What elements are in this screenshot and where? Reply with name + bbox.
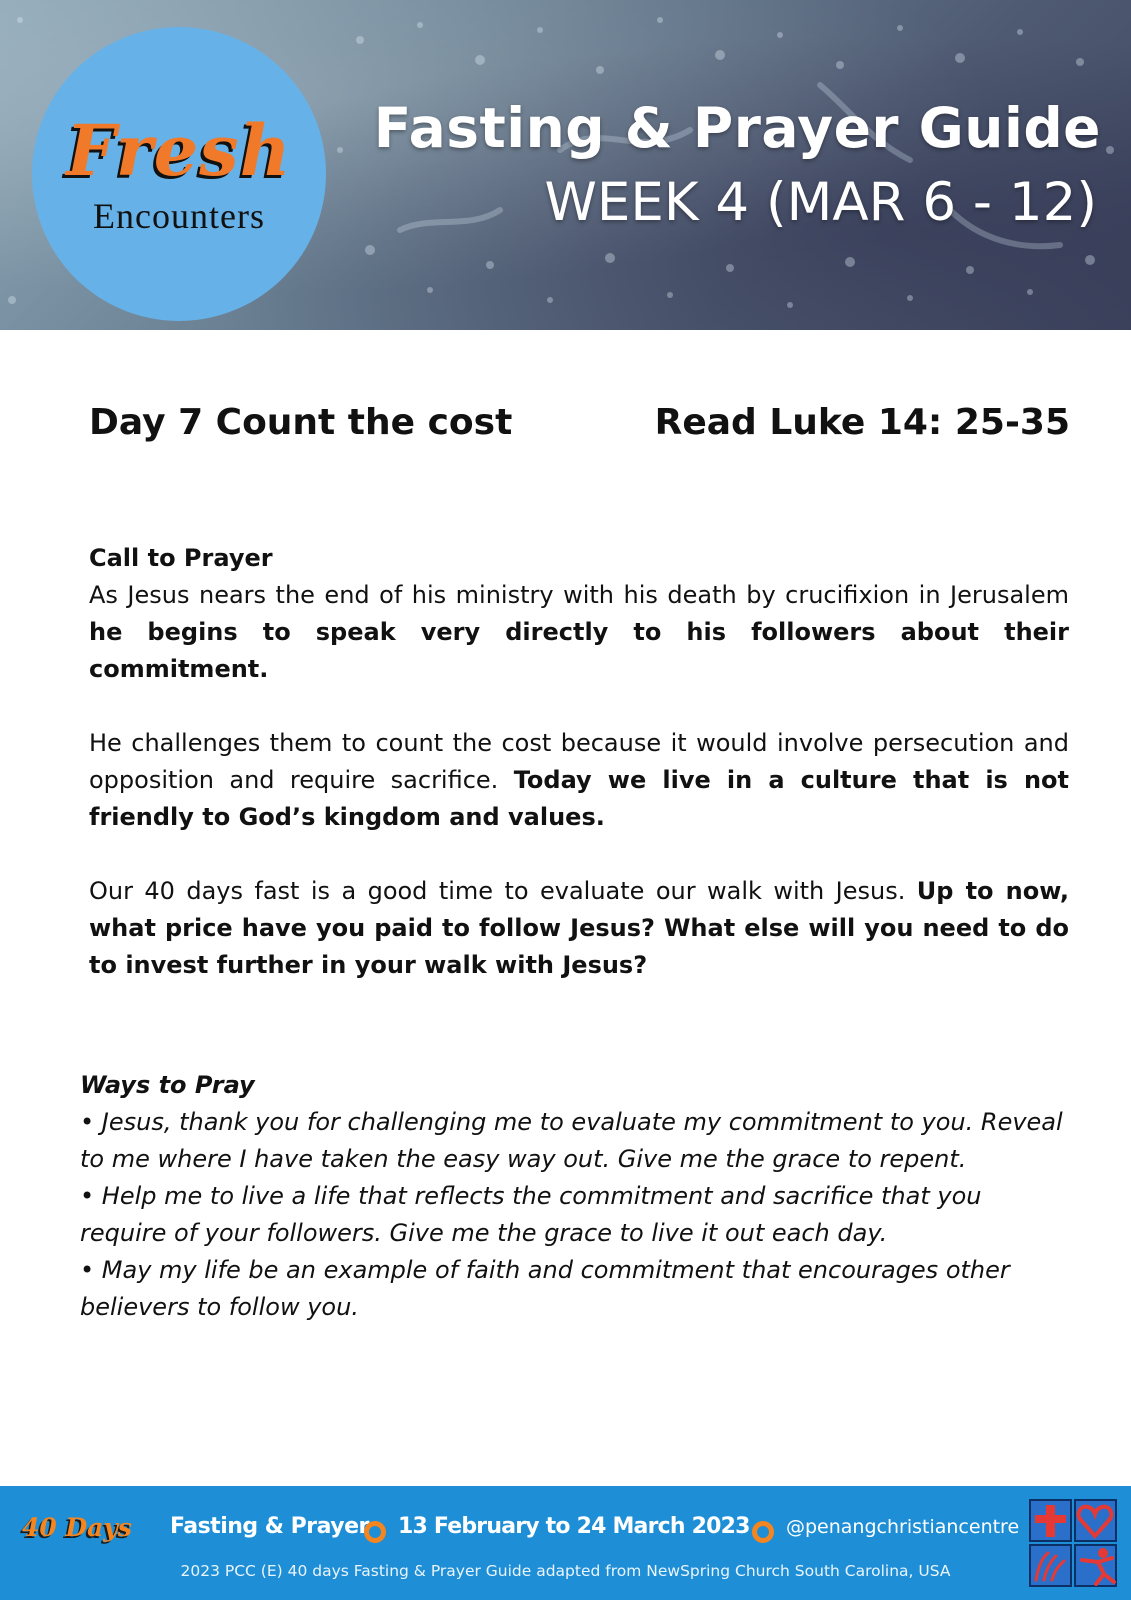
week-subtitle: WEEK 4 (MAR 6 - 12) [544, 172, 1097, 233]
logo-fresh-text: Fresh [66, 109, 292, 192]
fasting-prayer-label: Fasting & Prayer [170, 1514, 369, 1539]
social-handle: @penangchristiancentre [786, 1516, 1020, 1538]
ways-to-pray-section [80, 1067, 1070, 1326]
call-p3-text: Our 40 days fast is a good time to evaluate our walk with Jesus. [89, 877, 917, 905]
day-title: Day 7 Count the cost [89, 402, 513, 443]
forty-days-label: 40 Days [22, 1513, 132, 1542]
call-to-prayer-section [89, 540, 1069, 1021]
footer-credit: 2023 PCC (E) 40 days Fasting & Prayer Guide adapted from NewSpring Church South Carolina, USA [180, 1562, 951, 1580]
prayer-item: • Help me to live a life that reflects the commitment and sacrifice that you require of your followers. Give me the grace to live it out each day. [80, 1182, 982, 1247]
call-p1-emphasis: he begins to speak very directly to his followers about their commitment. [89, 618, 1069, 683]
call-paragraph-2 [89, 725, 1069, 836]
call-p2-text: He challenges them to count the cost because it would involve persecution and opposition and require sacrifice. [89, 729, 1069, 794]
call-p3-emphasis: Up to now, what price have you paid to follow Jesus? What else will you need to do to invest further in your walk with Jesus? [89, 877, 1070, 979]
prayer-item: • Jesus, thank you for challenging me to evaluate my commitment to you. Reveal to me where I have taken the easy way out. Give me the grace to repent. [80, 1108, 1063, 1173]
logo-encounters-text: Encounters [93, 196, 265, 236]
prayer-item: • May my life be an example of faith and commitment that encourages other believers to follow you. [80, 1256, 1010, 1321]
header-banner [0, 0, 1131, 330]
call-p2-emphasis: Today we live in a culture that is not friendly to God’s kingdom and values. [89, 766, 1070, 831]
call-p1-text: As Jesus nears the end of his ministry with his death by crucifixion in Jerusalem [89, 581, 1069, 609]
call-to-prayer-heading: Call to Prayer [89, 544, 273, 572]
church-logo-icon [1028, 1498, 1118, 1588]
ways-to-pray-heading: Ways to Pray [80, 1071, 255, 1099]
guide-title: Fasting & Prayer Guide [373, 96, 1101, 160]
fresh-encounters-logo [32, 27, 326, 321]
call-paragraph-3 [89, 873, 1069, 984]
bullet-ring-icon [752, 1521, 774, 1543]
bullet-ring-icon [364, 1521, 386, 1543]
footer-bar [0, 1486, 1131, 1600]
call-paragraph-1 [89, 577, 1069, 688]
campaign-dates: 13 February to 24 March 2023 [398, 1514, 750, 1539]
scripture-reading: Read Luke 14: 25-35 [654, 402, 1070, 443]
